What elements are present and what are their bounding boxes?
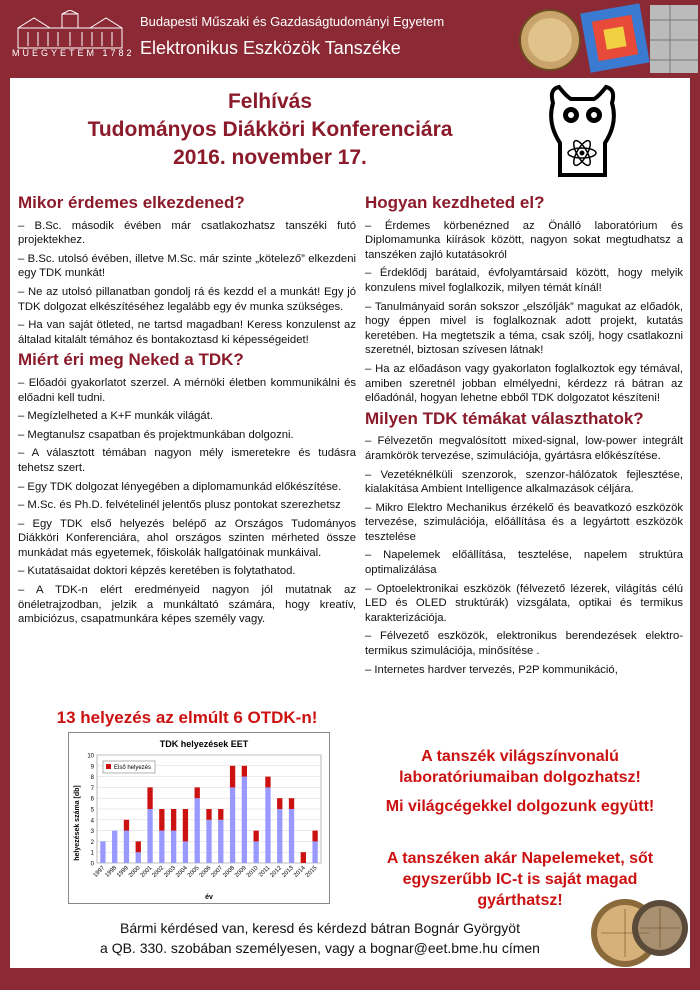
x-tick-label: 2011 [257,865,272,879]
bar-other [159,831,164,863]
bar-other [218,820,223,863]
list-item: – B.Sc. utolsó évében, illetve M.Sc. már szinte „kötelező” elkezdeni egy TDK munkát! [18,252,356,280]
bar-other [171,831,176,863]
x-tick-label: 2006 [198,865,213,879]
y-tick-label: 10 [87,753,94,760]
slogan-solar-ic: A tanszéken akár Napelemeket, sőt egyszerűbb IC-t is saját magad gyárthatsz! [386,850,654,909]
list-item: – Megízlelheted a K+F munkák világát. [18,410,213,423]
bar-other [147,809,152,863]
x-tick-label: 2013 [281,865,295,879]
list-item: – Napelemek előállítása, tesztelése, napelem struktúra optimalizálása [365,549,683,577]
chart-ylabel: helyezések száma [db] [74,785,81,861]
x-tick-label: 2002 [151,865,166,879]
bar-first-place [147,787,152,809]
university-name: Budapesti Műszaki és Gazdaságtudományi Egyetem [140,14,445,29]
x-tick-label: 2014 [293,865,307,879]
bar-first-place [312,831,317,842]
y-tick-label: 1 [90,850,94,857]
y-tick-label: 4 [90,818,94,825]
otdk-results-heading: 13 helyezés az elmúlt 6 OTDK-n! [56,708,318,727]
header-band [0,0,700,78]
bar-first-place [254,831,259,842]
slogan-labs: A tanszék világszínvonalú laboratóriumaiban dolgozhatsz! [399,748,641,786]
chart-xlabel: év [205,894,213,901]
list-item: – Tanulmányaid során sokszor „elszólják” magukat az előadók, hogy éppen mivel is foglalkoznak adott projekt, kutatás keretében. Ha megtetszik a téma, csak szólj, hogy csatlakozni szeretnél, biztosan szívesen látnak! [365,300,683,357]
title-line-2: Tudományos Diákköri Konferenciára [87,118,453,141]
x-tick-label: 1999 [116,865,130,879]
x-tick-label: 2012 [269,865,284,879]
poster-body [10,78,690,968]
bar-first-place [242,766,247,777]
list-item: – B.Sc. második évében már csatlakozhatsz tanszéki futó projektekhez. [18,219,356,247]
list-item: – Mikro Elektro Mechanikus érzékelő és beavatkozó eszközök tervezése, szimulációja, előállítása és a legyártott eszközök tesztelése [365,501,683,543]
list-item: – Kutatásaidat doktori képzés keretében is folytathatod. [18,565,296,578]
x-tick-label: 1998 [104,865,119,879]
list-item: – Internetes hardver tervezés, P2P kommunikáció, [365,663,618,676]
x-tick-label: 2005 [186,865,201,879]
poster-title [10,88,530,172]
left-column [18,193,356,631]
bar-other [124,831,129,863]
bar-first-place [289,798,294,809]
bar-other [277,809,282,863]
bar-first-place [218,809,223,820]
bar-first-place [183,809,188,841]
bar-other [195,798,200,863]
chart-legend [103,761,155,773]
list-item: – Érdemes körbenézned az Önálló laboratórium és Diplomamunka kiírások között, nagyon sokat megtudhatsz a tanszéken zajló kutatásokról [365,219,683,261]
bar-first-place [195,787,200,798]
bar-other [312,841,317,863]
x-tick-label: 2007 [210,865,225,879]
bar-first-place [206,809,211,820]
bar-first-place [277,798,282,809]
bar-first-place [124,820,129,831]
bar-other [136,852,141,863]
list-item: – A TDK-n elért eredményeid nagyon jól mutatnak az önéletrajzodban, jelzik a munkáltató számára, hogy kreatív, ambiciózus, csapatmunkára képes személy vagy. [18,584,356,626]
bar-other [242,777,247,863]
list-item: – Ne az utolsó pillanatban gondolj rá és kezdd el a munkát! Egy jó TDK dolgozat elkészítéséhez legalább egy év munka szükséges. [18,285,356,313]
bar-first-place [230,766,235,788]
list-item: – Ha az előadáson vagy gyakorlaton foglalkoztok egy témával, amiben szeretnél jobban elmélyedni, kérdezz rá bátran az előadónál, hogyan lehetne ebből TDK dolgozatot készíteni! [365,362,683,405]
heading-when-start: Mikor érdemes elkezdened? [18,193,245,212]
list-item: – Félvezetőn megvalósított mixed-signal, low-power integrált áramkörök tervezése, szimulációja, gyártásra előkészítése. [365,435,683,462]
list-item: – Előadói gyakorlatot szerzel. A mérnöki életben kommunikálni és előadni kell tudni. [18,376,356,404]
footer-line-2: a QB. 330. szobában személyesen, vagy a bognar@eet.bme.hu címen [100,940,540,956]
x-tick-label: 2009 [234,865,248,879]
list-item: – M.Sc. és Ph.D. felvételinél jelentős plusz pontokat szerezhetsz [18,499,341,512]
bar-first-place [301,852,306,863]
bar-other [112,831,117,863]
list-item: – Vezetéknélküli szenzorok, szenzor-hálózatok fejlesztése, kialakítása Ambient Intelligence alkalmazások céljára. [365,468,683,496]
logo-text: MŰEGYETEM 1782 [12,48,135,58]
heading-how-start: Hogyan kezdheted el? [365,193,545,212]
bottom-strip [0,968,700,990]
chart-title: TDK helyezések EET [159,739,249,749]
wafer-photos [585,883,690,968]
list-item: – Félvezető eszközök, elektronikus berendezések elektro-termikus szimulációja, minősítése . [365,630,683,658]
x-tick-label: 2001 [139,865,154,879]
department-name: Elektronikus Eszközök Tanszéke [140,38,401,58]
y-tick-label: 2 [90,839,94,846]
bar-other [265,787,270,863]
y-tick-label: 3 [90,829,94,836]
title-line-3: 2016. november 17. [173,146,367,169]
list-item: – A választott témában nagyon mély ismeretekre és tudásra tehetsz szert. [18,447,356,474]
y-tick-label: 9 [90,764,94,771]
tdk-results-chart [68,732,330,904]
list-item: – Megtanulsz csapatban és projektmunkában dolgozni. [18,428,294,441]
footer-line-1: Bármi kérdésed van, keresd és kérdezd bátran Bognár Györgyöt [120,920,520,936]
list-item: – Ha van saját ötleted, ne tartsd magadban! Keress konzulenst az általad kitalált témához és bontakoztasd ki képességeidet! [18,319,356,346]
x-tick-label: 2003 [163,865,178,879]
bar-first-place [171,809,176,831]
x-tick-label: 2015 [304,865,319,879]
x-tick-label: 2000 [127,865,142,879]
x-tick-label: 2004 [175,865,189,879]
bar-other [289,809,294,863]
slogan-companies: Mi világcégekkel dolgozunk együtt! [385,798,655,815]
y-tick-label: 6 [90,796,94,803]
heading-topics: Milyen TDK témákat választhatok? [365,408,644,428]
y-tick-label: 5 [90,807,94,814]
bar-first-place [159,809,164,831]
list-item: – Egy TDK dolgozat lényegében a diplomamunkád előkészítése. [18,480,342,493]
bar-other [254,841,259,863]
list-item: – Optoelektronikai eszközök (félvezető lézerek, világítás célú LED és OLED struktúrák) vizsgálata, optikai és termikus karakterizációja. [365,582,683,624]
y-tick-label: 7 [90,785,94,792]
owl-atom-icon [545,83,620,178]
right-column [365,193,683,681]
bar-first-place [136,841,141,852]
list-item: – Egy TDK első helyezés belépő az Országos Tudományos Diákköri Konferenciára, ahol országos szinten mérheted össze munkádat más egyetemek, főiskolák hallgatóinak munkáival. [18,517,356,559]
bar-first-place [265,777,270,788]
y-tick-label: 8 [90,775,94,782]
bar-other [100,841,105,863]
legend-first-place: Első helyezés [114,765,152,771]
bar-other [206,820,211,863]
bar-other [230,787,235,863]
university-building-logo [14,10,126,50]
footer-contact [10,918,630,958]
header-photos [500,0,700,78]
x-tick-label: 1997 [92,865,107,879]
title-line-1: Felhívás [227,90,313,113]
y-tick-label: 0 [90,861,94,868]
x-tick-label: 2010 [245,865,260,879]
list-item: – Érdeklődj barátaid, évfolyamtársaid között, hogy melyik konzulens mivel foglalkozik, milyen témát kínál! [365,267,683,294]
heading-why-tdk: Miért éri meg Neked a TDK? [18,350,244,370]
x-tick-label: 2008 [222,865,236,879]
bar-other [183,841,188,863]
